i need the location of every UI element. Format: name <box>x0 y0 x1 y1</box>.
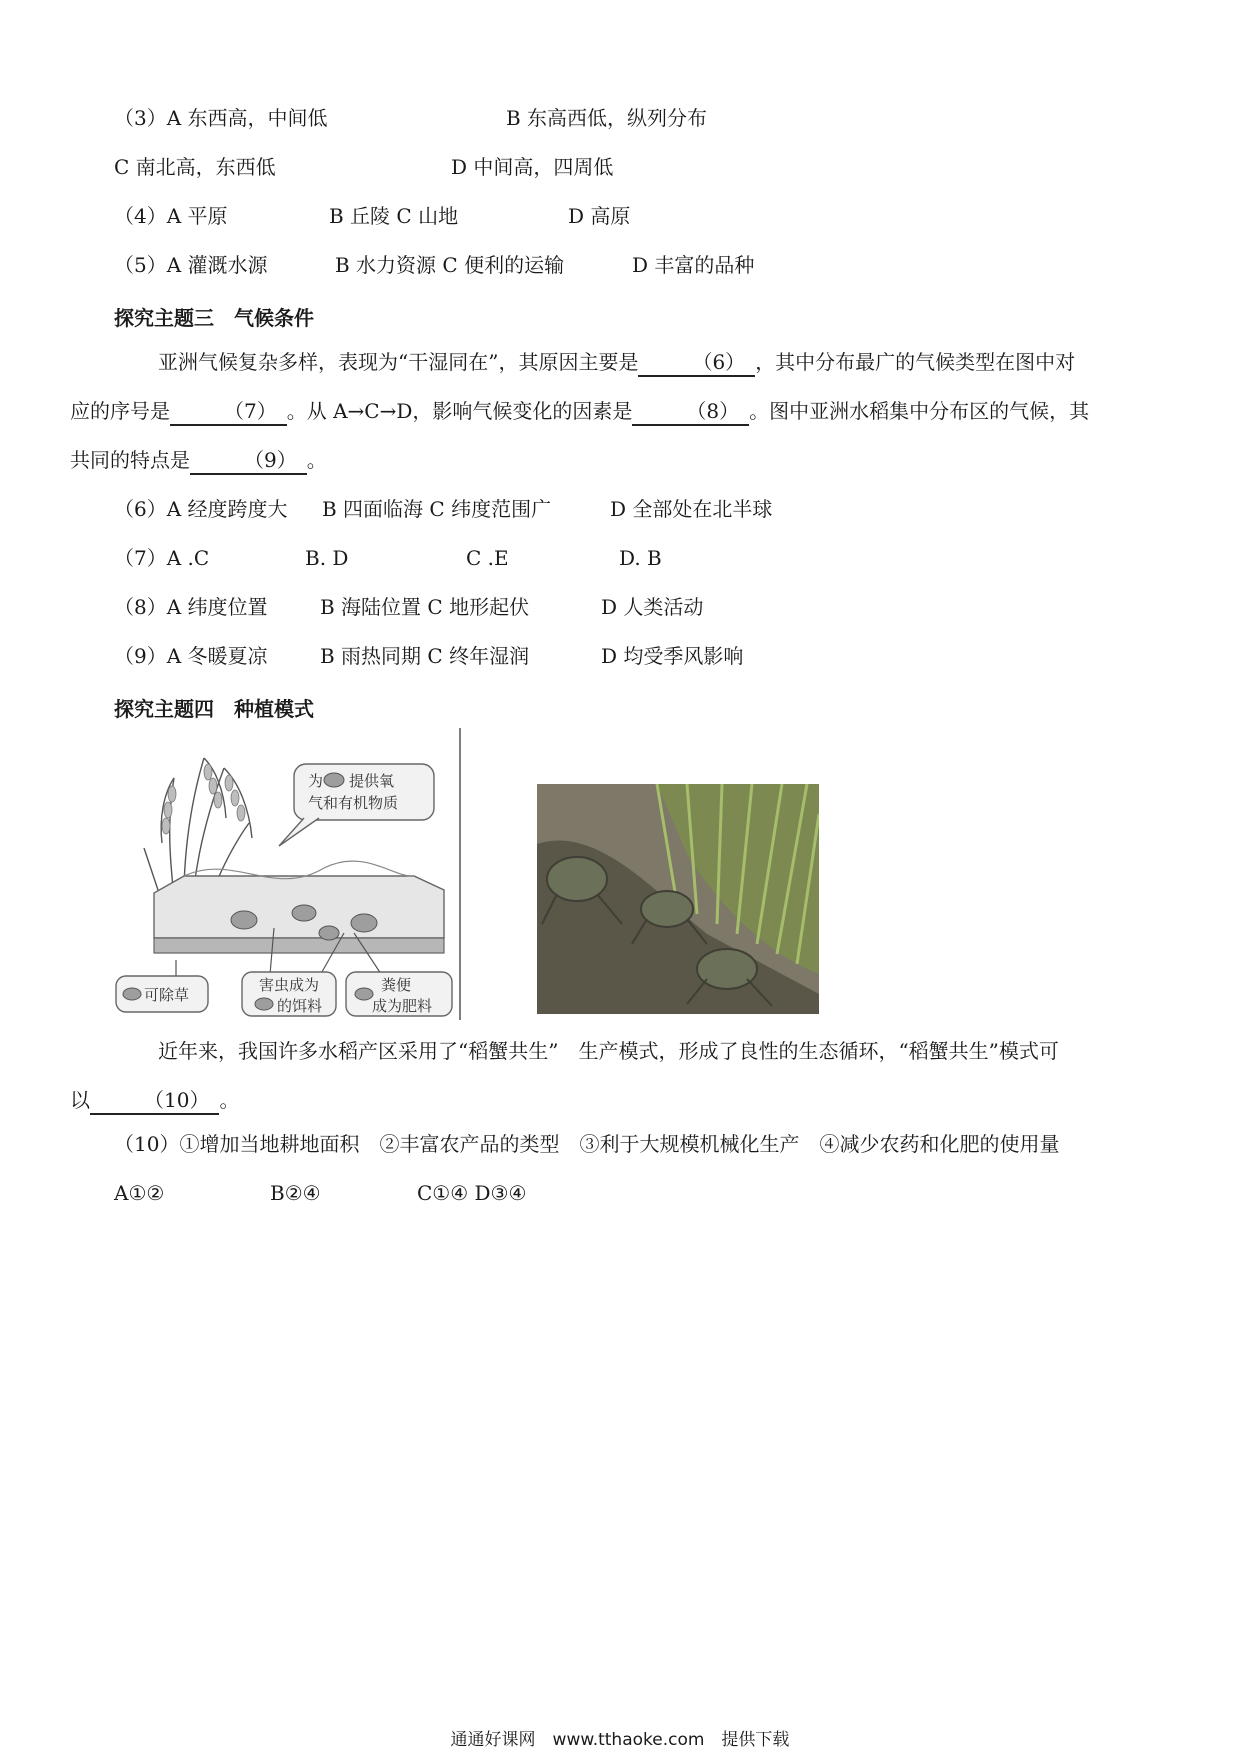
q10-stem: （10）①增加当地耕地面积 ②丰富农产品的类型 ③利于大规模机械化生产 ④减少农药和化肥的使用量 <box>114 1132 1060 1156</box>
topic3-text-3: 应的序号是 <box>70 399 170 423</box>
fig-box3-text-1: 粪便 <box>381 976 412 994</box>
blank-10: （10） <box>90 1087 219 1115</box>
fig-bubble-text-3: 气和有机物质 <box>308 794 399 812</box>
crab-photo-svg <box>537 784 819 1014</box>
topic3-text-5: 。图中亚洲水稻集中分布区的气候，其 <box>749 399 1090 423</box>
topic3-text-2: ，其中分布最广的气候类型在图中对 <box>755 350 1076 374</box>
q4-option-bc: B 丘陵 C 山地 <box>329 204 459 228</box>
q9-option-a: （9）A 冬暖夏凉 <box>114 644 268 668</box>
q8-option-a: （8）A 纬度位置 <box>114 595 268 619</box>
q3-option-d: D 中间高，四周低 <box>451 155 614 179</box>
topic4-text-3: 。 <box>219 1088 240 1112</box>
q9-option-d: D 均受季风影响 <box>601 644 744 668</box>
topic3-heading: 探究主题三 气候条件 <box>114 306 314 330</box>
rice-crab-diagram <box>114 728 464 1020</box>
fig-box1-text: 可除草 <box>144 986 190 1004</box>
page-footer: 通通好课网 www.tthaoke.com 提供下载 <box>450 1730 790 1750</box>
fig-box2-text-2: 的饵料 <box>277 997 323 1015</box>
topic4-text-1: 近年来，我国许多水稻产区采用了“稻蟹共生” 生产模式，形成了良性的生态循环，“稻蟹共生”模式可 <box>158 1039 1059 1063</box>
fig-bubble-text-2: 提供氧 <box>349 772 395 790</box>
topic3-text-1: 亚洲气候复杂多样，表现为“干湿同在”，其原因主要是 <box>158 350 639 374</box>
q5-option-d: D 丰富的品种 <box>632 253 755 277</box>
fig-bubble-text-1: 为 <box>308 772 324 790</box>
q3-option-a: （3）A 东西高，中间低 <box>114 106 328 130</box>
q6-option-a: （6）A 经度跨度大 <box>114 497 288 521</box>
crab-photo <box>537 784 819 1014</box>
fig-box2-text-1: 害虫成为 <box>259 976 320 994</box>
q9-option-bc: B 雨热同期 C 终年湿润 <box>320 644 530 668</box>
fig-box3-text-2: 成为肥料 <box>372 997 433 1015</box>
q10-option-b: B②④ <box>270 1181 321 1205</box>
blank-9: （9） <box>190 447 307 475</box>
q6-option-bc: B 四面临海 C 纬度范围广 <box>322 497 552 521</box>
q5-option-a: （5）A 灌溉水源 <box>114 253 268 277</box>
q3-option-c: C 南北高，东西低 <box>114 155 276 179</box>
q4-option-d: D 高原 <box>568 204 631 228</box>
rice-crab-diagram-svg <box>114 728 464 1020</box>
blank-8: （8） <box>632 398 749 426</box>
q10-option-cd: C①④ D③④ <box>417 1181 527 1205</box>
q7-option-c: C .E <box>466 546 509 570</box>
topic3-text-4: 。从 A→C→D，影响气候变化的因素是 <box>286 399 633 423</box>
blank-7: （7） <box>170 398 287 426</box>
q7-option-a: （7）A .C <box>114 546 210 570</box>
topic3-text-6: 共同的特点是 <box>70 448 190 472</box>
q10-option-a: A①② <box>114 1181 165 1205</box>
blank-6: （6） <box>638 349 755 377</box>
topic4-text-2: 以 <box>70 1088 90 1112</box>
q5-option-bc: B 水力资源 C 便利的运输 <box>335 253 565 277</box>
q8-option-d: D 人类活动 <box>601 595 704 619</box>
q4-option-a: （4）A 平原 <box>114 204 228 228</box>
topic3-paragraph <box>70 338 1130 485</box>
topic3-text-7: 。 <box>306 448 327 472</box>
q3-option-b: B 东高西低，纵列分布 <box>506 106 708 130</box>
topic4-paragraph <box>70 1027 1130 1125</box>
q7-option-d: D. B <box>619 546 662 570</box>
q7-option-b: B. D <box>305 546 349 570</box>
topic4-heading: 探究主题四 种植模式 <box>114 697 314 721</box>
q8-option-bc: B 海陆位置 C 地形起伏 <box>320 595 530 619</box>
q6-option-d: D 全部处在北半球 <box>610 497 773 521</box>
